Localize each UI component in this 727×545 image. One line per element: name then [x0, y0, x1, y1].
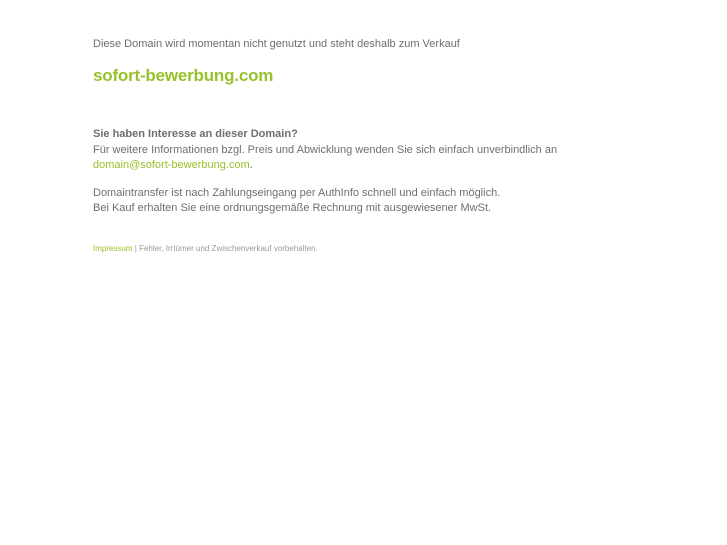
domain-title: sofort-bewerbung.com: [93, 66, 274, 85]
email-link[interactable]: domain@sofort-bewerbung.com: [93, 159, 250, 171]
intro-text: Diese Domain wird momentan nicht genutzt und steht deshalb zum Verkauf: [93, 38, 460, 50]
email-suffix: .: [249, 159, 253, 171]
info-text: [93, 143, 693, 159]
info-text-body: Für weitere Informationen bzgl. Preis und Abwicklung wenden Sie sich einfach unverbindlich an: [93, 143, 558, 156]
impressum-link[interactable]: Impressum: [93, 243, 133, 253]
transfer-line-1: Domaintransfer ist nach Zahlungseingang per AuthInfo schnell und einfach möglich.: [93, 186, 501, 199]
footer-separator: |: [132, 243, 140, 253]
footer: [93, 243, 693, 254]
main-content: [93, 37, 693, 254]
interest-question: Sie haben Interesse an dieser Domain?: [93, 128, 298, 140]
interest-block: [93, 127, 693, 174]
email-line: [93, 158, 693, 174]
footer-disclaimer: Fehler, Irrtümer und Zwischenverkauf vorbehalten.: [139, 243, 318, 253]
transfer-line-2: Bei Kauf erhalten Sie eine ordnungsgemäße Rechnung mit ausgewiesener MwSt.: [93, 202, 492, 214]
transfer-block: [93, 186, 693, 217]
